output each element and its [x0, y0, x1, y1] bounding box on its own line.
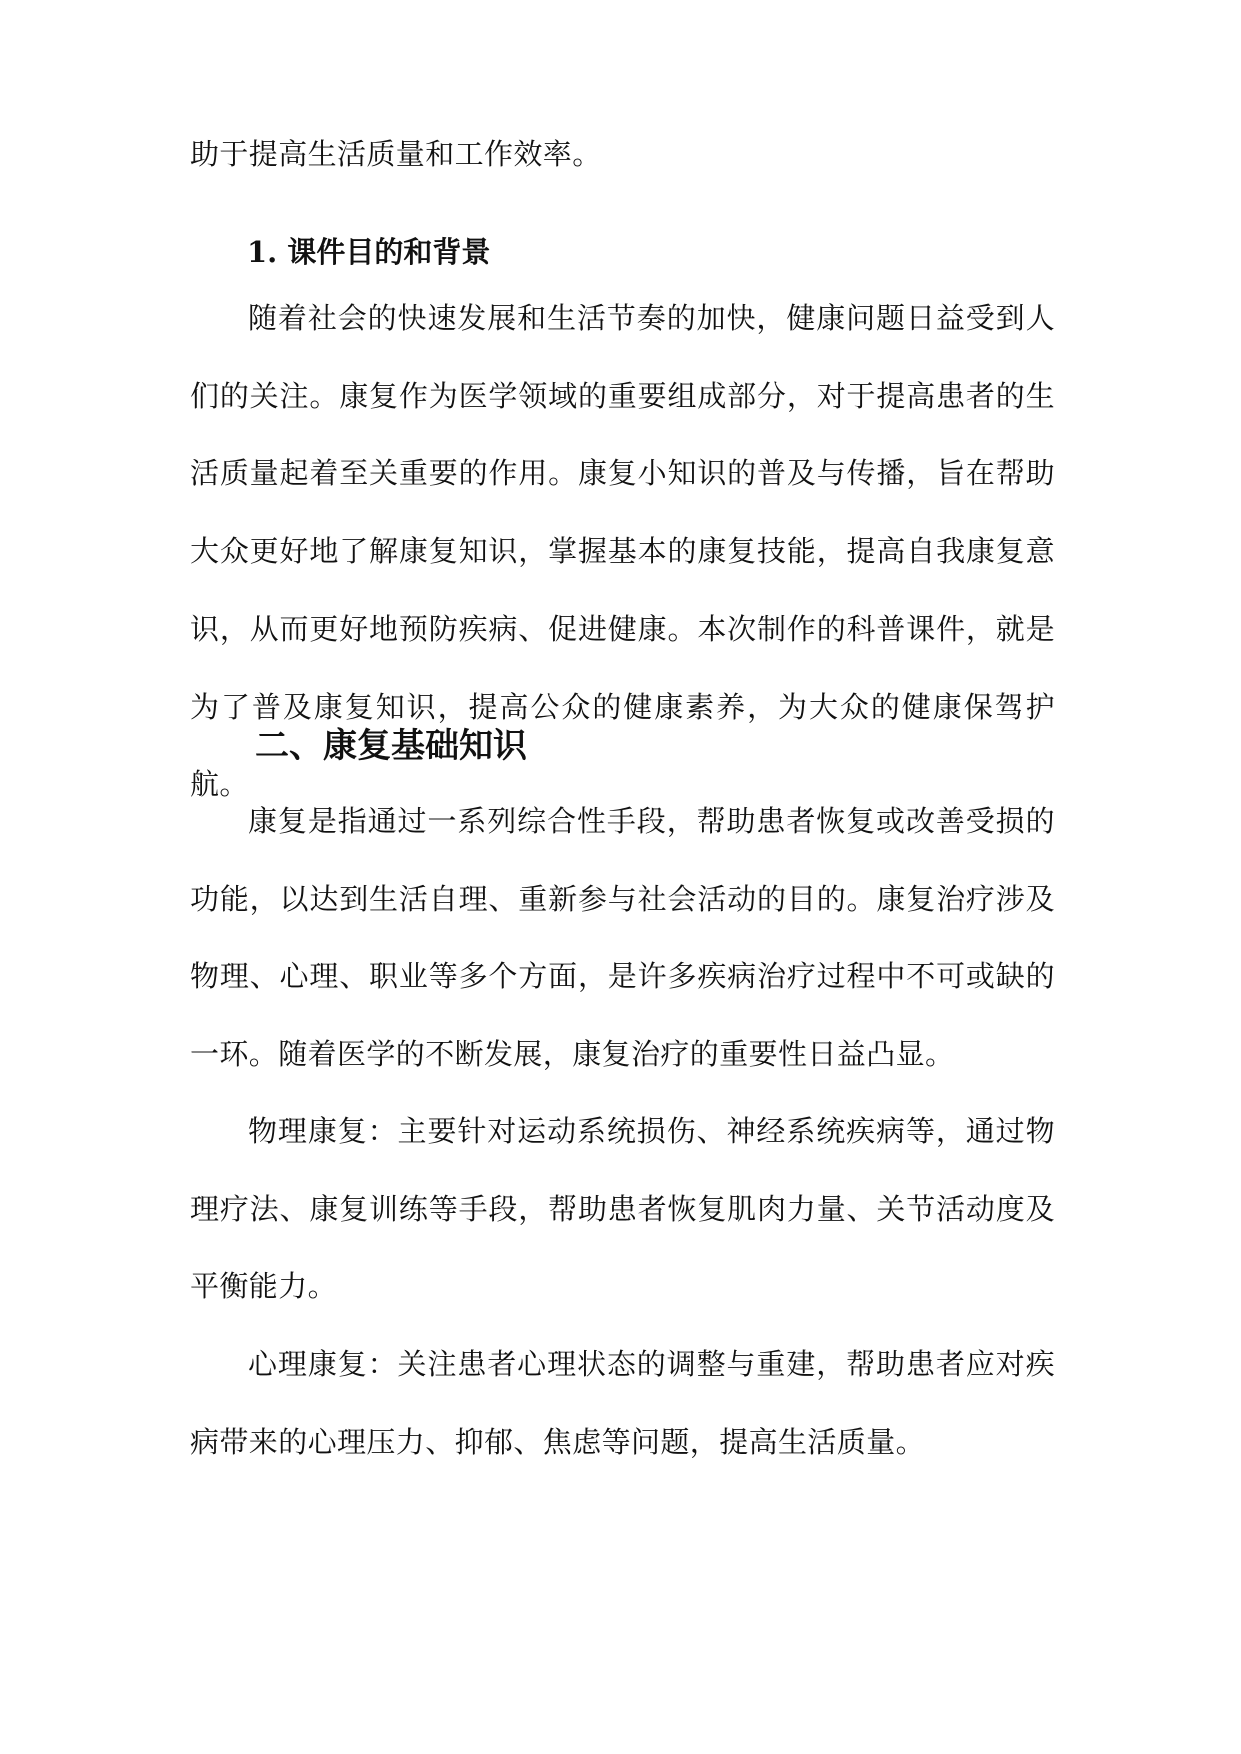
section-2-heading: 二、康复基础知识 [255, 726, 527, 766]
section-1-paragraph-1: 随着社会的快速发展和生活节奏的加快，健康问题日益受到人们的关注。康复作为医学领域的重要组成部分，对于提高患者的生活质量起着至关重要的作用。康复小知识的普及与传播，旨在帮助大众更好地了解康复知识，掌握基本的康复技能，提高自我康复意识，从而更好地预防疾病、促进健康。本次制作的科普课件，就是为了普及康复知识，提高公众的健康素养，为大众的健康保驾护航。 [190, 301, 1055, 802]
section-2-paragraph-3: 心理康复：关注患者心理状态的调整与重建，帮助患者应对疾病带来的心理压力、抑郁、焦虑等问题，提高生活质量。 [190, 1347, 1055, 1459]
section-2-paragraph-1: 康复是指通过一系列综合性手段，帮助患者恢复或改善受损的功能，以达到生活自理、重新参与社会活动的目的。康复治疗涉及物理、心理、职业等多个方面，是许多疾病治疗过程中不可或缺的一环。随着医学的不断发展，康复治疗的重要性日益凸显。 [190, 804, 1055, 1072]
section-2-paragraph-2: 物理康复：主要针对运动系统损伤、神经系统疾病等，通过物理疗法、康复训练等手段，帮助患者恢复肌肉力量、关节活动度及平衡能力。 [190, 1114, 1055, 1304]
continuation-paragraph: 助于提高生活质量和工作效率。 [190, 137, 602, 171]
section-1-heading: 1. 课件目的和背景 [247, 235, 491, 269]
